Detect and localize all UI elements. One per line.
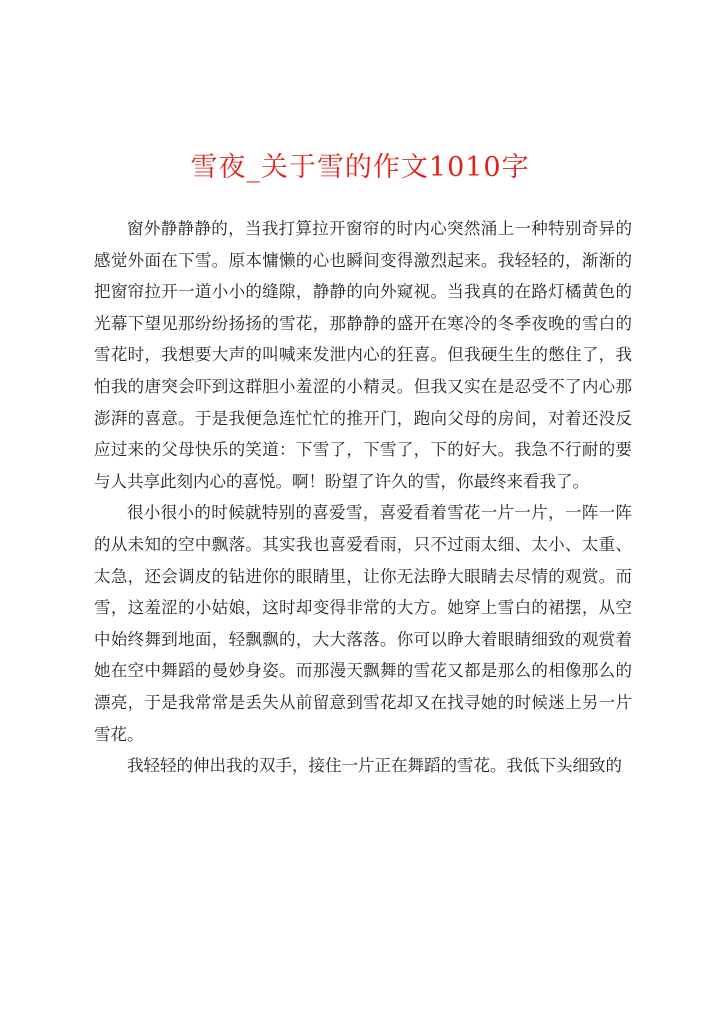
document-body — [94, 213, 632, 782]
paragraph-2: 很小很小的时候就特别的喜爱雪，喜爱看着雪花一片一片，一阵一阵的从未知的空中飘落。其实我也喜爱看雨，只不过雨太细、太小、太重、太急，还会调皮的钻进你的眼睛里，让你无法睁大眼睛去尽情的观赏。而雪，这羞涩的小姑娘，这时却变得非常的大方。她穿上雪白的裙摆，从空中始终舞到地面，轻飘飘的，大大落落。你可以睁大着眼睛细致的观赏着她在空中舞蹈的曼妙身姿。而那漫天飘舞的雪花又都是那么的相像那么的漂亮，于是我常常是丢失从前留意到雪花却又在找寻她的时候迷上另一片雪花。 — [94, 503, 632, 744]
paragraph-3: 我轻轻的伸出我的双手，接住一片正在舞蹈的雪花。我低下头细致的 — [127, 756, 622, 776]
document-title: 雪夜_关于雪的作文1010字 — [190, 152, 530, 183]
paragraph-1: 窗外静静静的，当我打算拉开窗帘的时内心突然涌上一种特别奇异的感觉外面在下雪。原本慵懒的心也瞬间变得激烈起来。我轻轻的，渐渐的把窗帘拉开一道小小的缝隙，静静的向外窥视。当我真的在路灯橘黄色的光幕下望见那纷纷扬扬的雪花，那静静的盛开在寒冷的冬季夜晚的雪白的雪花时，我想要大声的叫喊来发泄内心的狂喜。但我硬生生的憋住了，我怕我的唐突会吓到这群胆小羞涩的小精灵。但我又实在是忍受不了内心那澎湃的喜意。于是我便急连忙忙的推开门，跑向父母的房间，对着还没反应过来的父母快乐的笑道：下雪了，下雪了，下的好大。我急不行耐的要与人共享此刻内心的喜悦。啊！盼望了许久的雪，你最终来看我了。 — [94, 219, 632, 491]
